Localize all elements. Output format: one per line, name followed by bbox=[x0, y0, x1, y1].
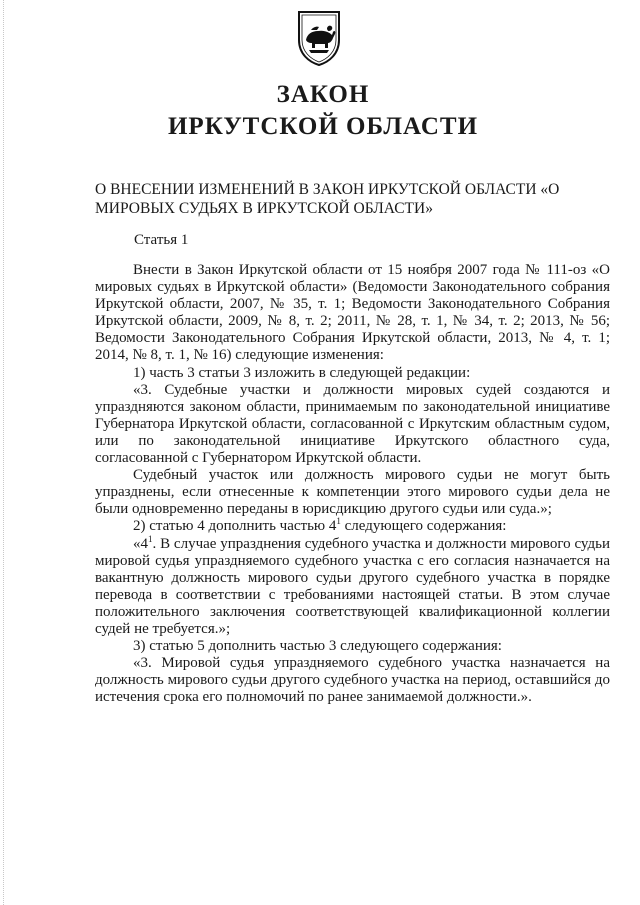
superscript: 1 bbox=[336, 516, 341, 527]
article-heading: Статья 1 bbox=[134, 232, 189, 248]
paragraph bbox=[95, 518, 610, 535]
paragraph-text: 2) статью 4 дополнить частью 4 bbox=[133, 518, 337, 535]
law-subtitle: О ВНЕСЕНИИ ИЗМЕНЕНИЙ В ЗАКОН ИРКУТСКОЙ ОБЛАСТИ «О МИРОВЫХ СУДЬЯХ В ИРКУТСКОЙ ОБЛАСТИ» bbox=[95, 181, 560, 217]
document-title bbox=[0, 80, 640, 142]
paragraph: Внести в Закон Иркутской области от 15 ноября 2007 года № 111-оз «О мировых судьях в Иркутской области» (Ведомости Законодательного собрания Иркутской области, 2007, № 35, т. 1; Ведомости Законодательного Собрания Иркутской области, 2009, № 8, т. 2; 2011, № 28, т. 1, № 34, т. 2; 2013, № 56; Ведомости Законодательного Собрания Иркутской области, 2013, № 4, т. 1; 2014, № 8, т. 1, № 16) следующие изменения: bbox=[95, 262, 610, 364]
title-region: ИРКУТСКОЙ ОБЛАСТИ bbox=[167, 113, 479, 140]
title-law: ЗАКОН bbox=[276, 81, 370, 108]
superscript: 1 bbox=[148, 533, 153, 544]
coat-of-arms-icon bbox=[297, 10, 341, 66]
paragraph: «3. Мировой судья упраздняемого судебного участка назначается на должность мирового судьи другого судебного участка на период, оставшийся до истечения срока его полномочий по ранее занимаемой должности.». bbox=[95, 655, 610, 706]
paragraph-text: . В случае упразднения судебного участка и должности мирового судьи мировой судья упраздняемого судебного участка с его согласия назначается на вакантную должность мирового судьи другого судебного участка в порядке перевода в соответствии с требованиями настоящей статьи. В этом случае положительного заключения соответствующей квалификационной коллегии судей не требуется.»; bbox=[95, 535, 610, 637]
paragraph: 1) часть 3 статьи 3 изложить в следующей редакции: bbox=[133, 364, 471, 381]
paragraph bbox=[95, 533, 610, 639]
paragraph: 3) статью 5 дополнить частью 3 следующего содержания: bbox=[133, 638, 502, 655]
paragraph-text: следующего содержания: bbox=[340, 518, 507, 535]
paragraph: «3. Судебные участки и должности мировых судей создаются и упраздняются законом области, принимаемым по законодательной инициативе Губернатора Иркутской области, согласованной с Иркутским областным судом, или по законодательной инициативе Иркутского областного суда, согласованной с Губернатором Иркутской области. bbox=[95, 381, 610, 467]
article-body bbox=[95, 262, 610, 706]
paragraph: Судебный участок или должность мирового судьи не могут быть упразднены, если отнесенные к компетенции этого мирового судьи дела не были одновременно переданы в юрисдикцию другого судьи или суда.»; bbox=[95, 467, 610, 518]
paragraph-text: «4 bbox=[133, 535, 148, 552]
